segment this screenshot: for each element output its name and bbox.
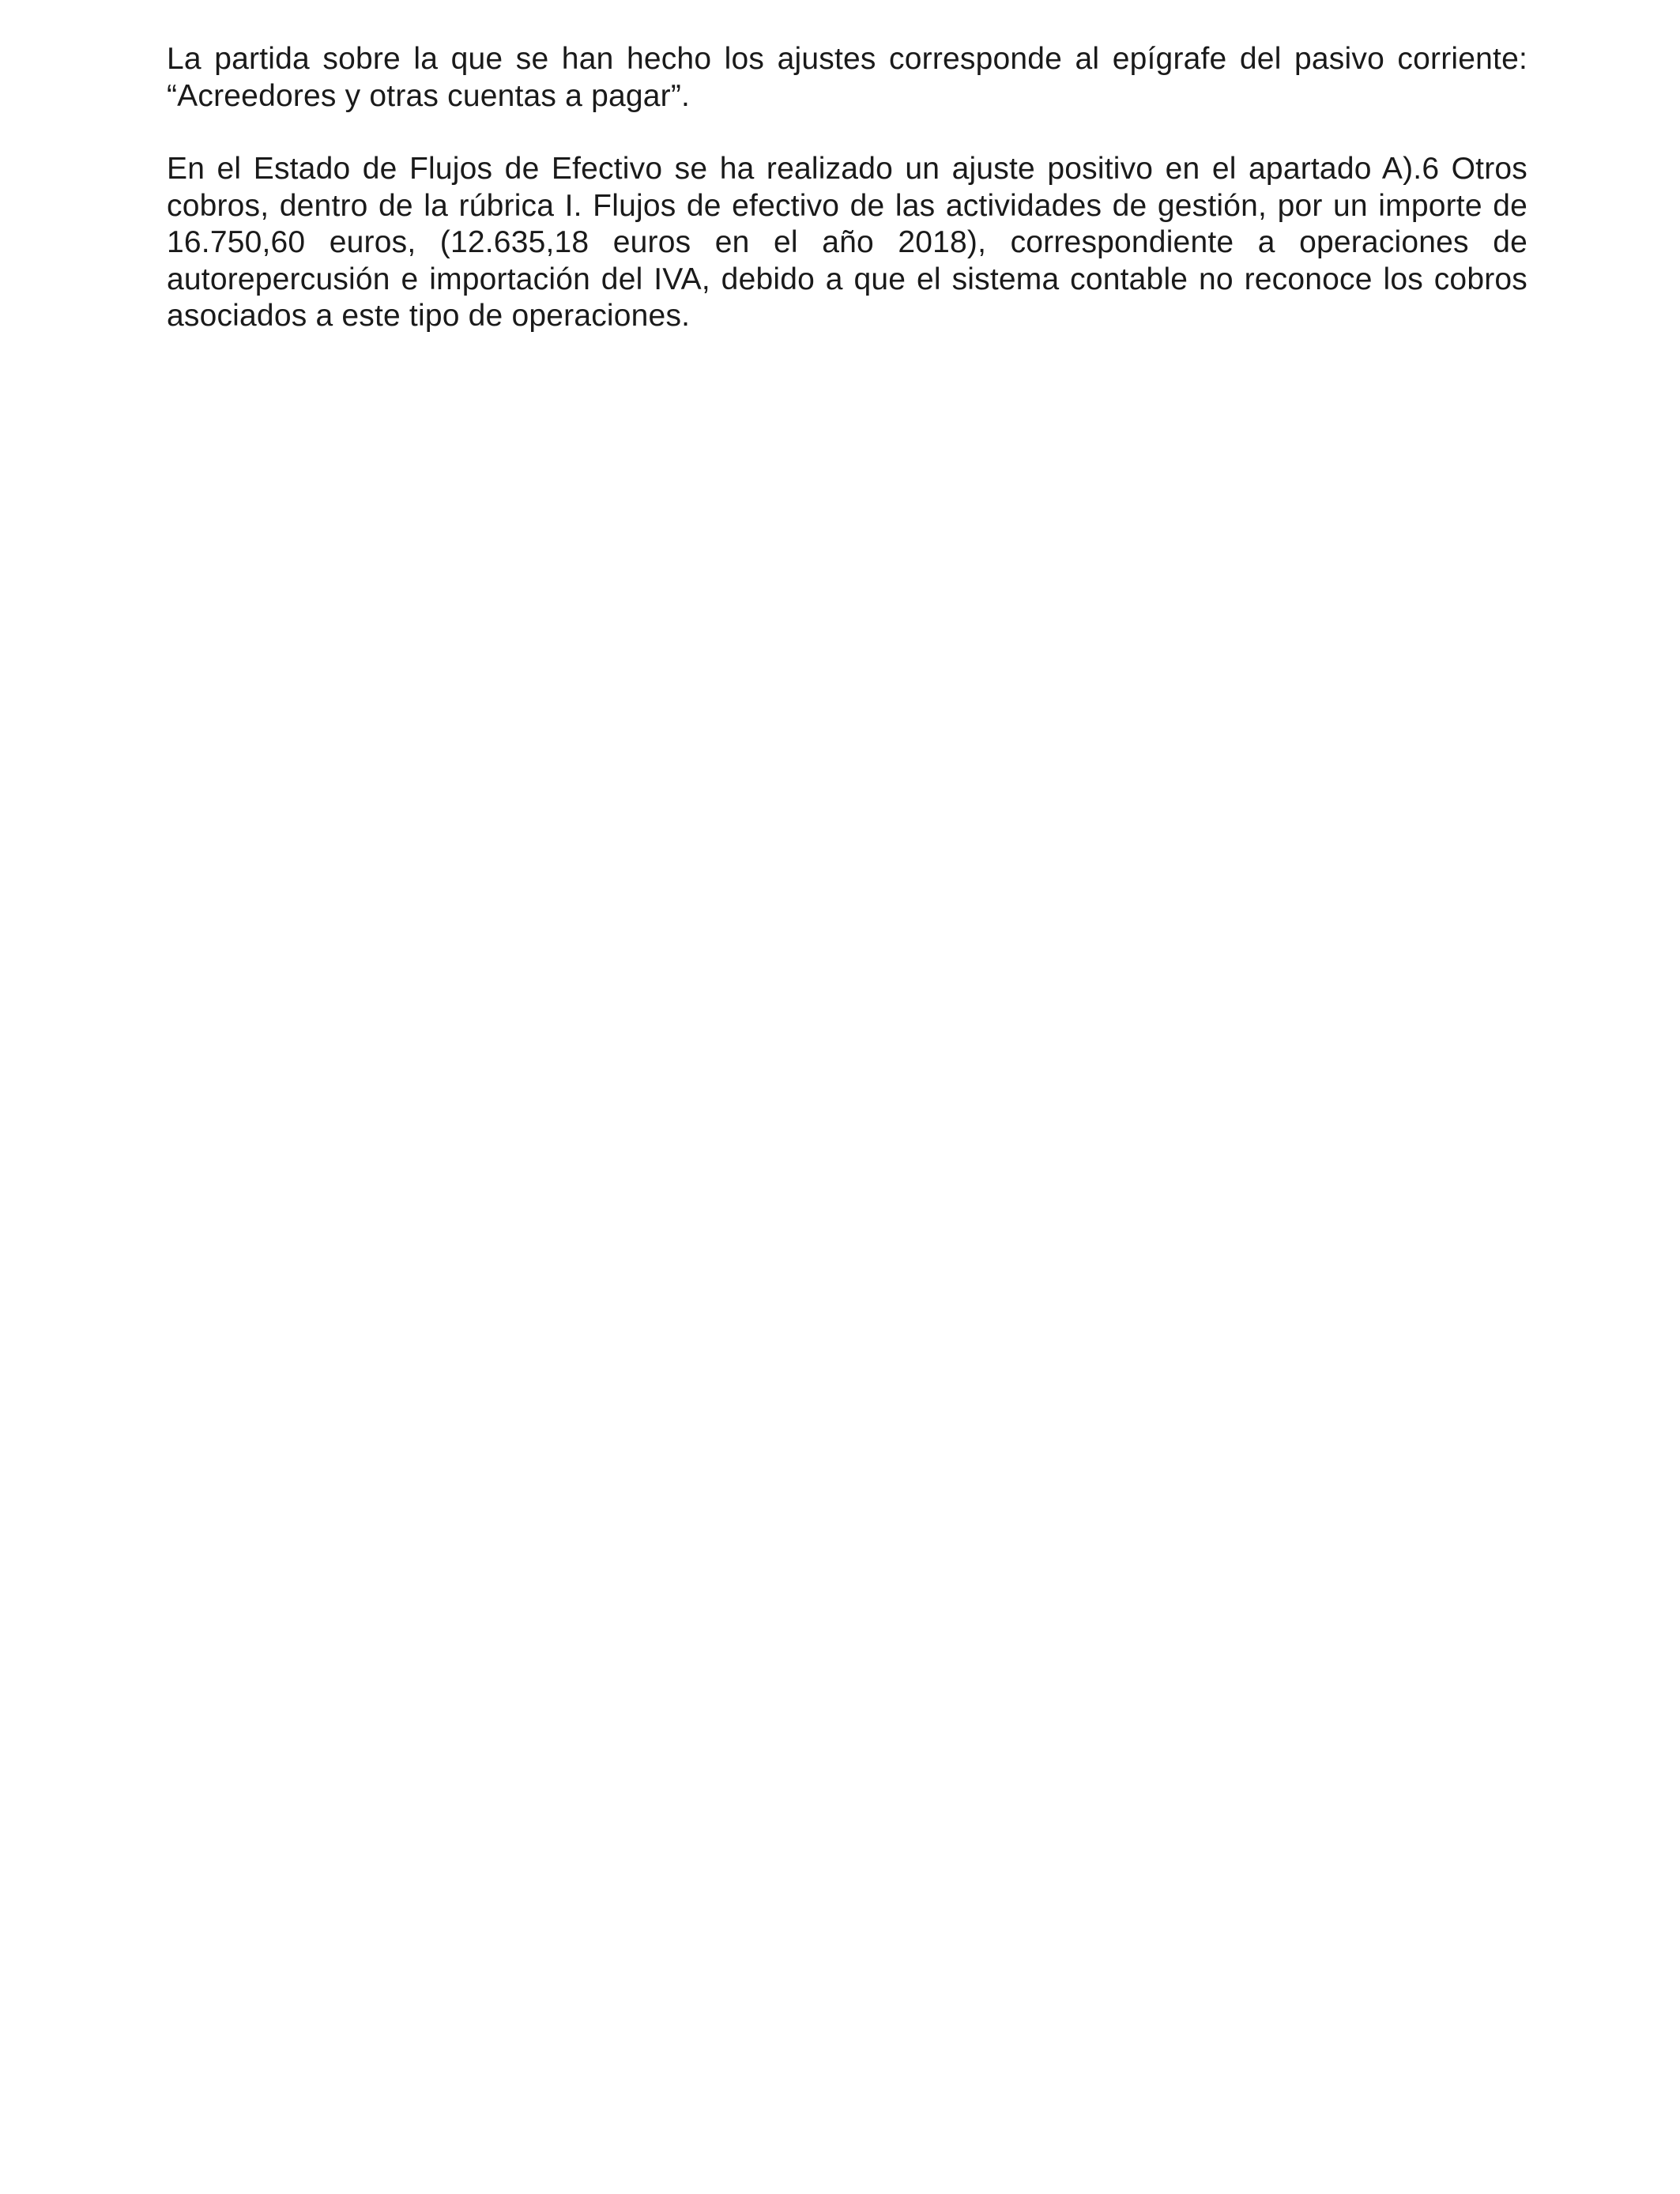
document-body: [167, 41, 1527, 371]
paragraph-pasivo-corriente: La partida sobre la que se han hecho los ajustes corresponde al epígrafe del pasivo corriente: “Acreedores y otras cuentas a pagar”.: [167, 42, 1527, 113]
paragraph-flujos-efectivo: En el Estado de Flujos de Efectivo se ha realizado un ajuste positivo en el apartado A).6 Otros cobros, dentro de la rúbrica I. Flujos de efectivo de las actividades de gestión, por un importe de 16.750,60 euros, (12.635,18 euros en el año 2018), correspondiente a operaciones de autorepercusión e importación del IVA, debido a que el sistema contable no reconoce los cobros asociados a este tipo de operaciones.: [167, 152, 1527, 333]
